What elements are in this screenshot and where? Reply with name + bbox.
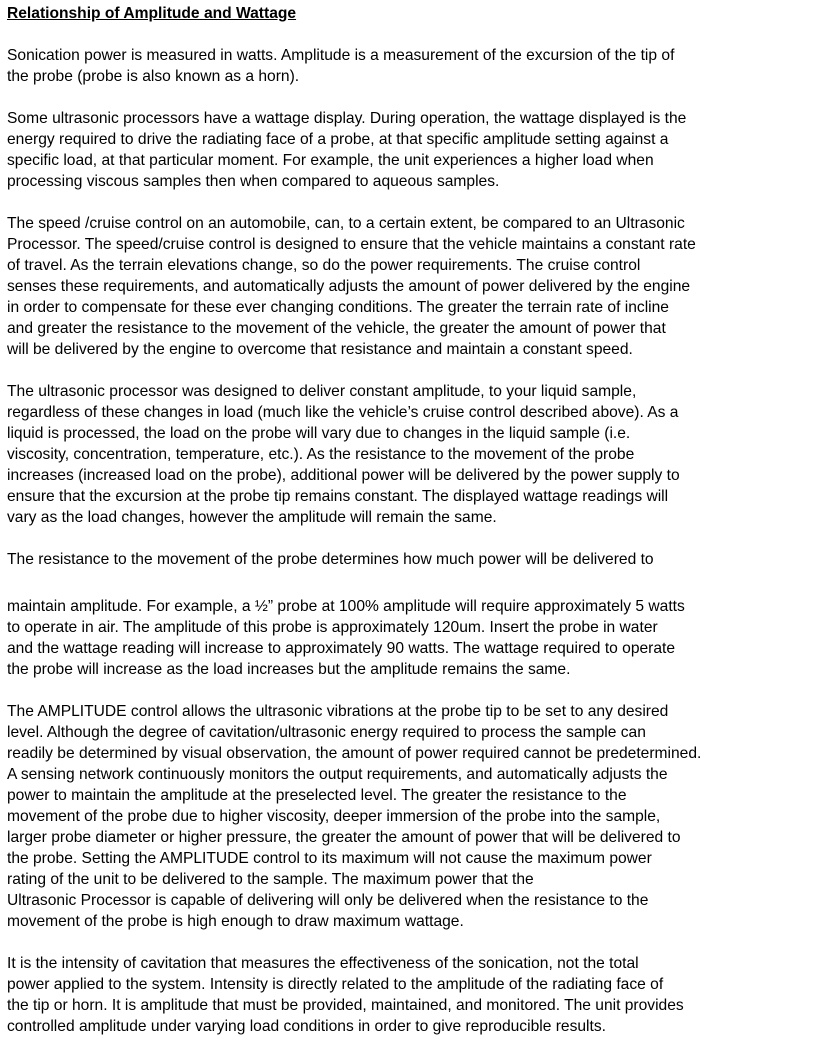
text-line: The AMPLITUDE control allows the ultrasonic vibrations at the probe tip to be set to any desired: [7, 703, 669, 720]
text-line: Processor. The speed/cruise control is designed to ensure that the vehicle maintains a constant rate: [7, 236, 696, 253]
text-line: level. Although the degree of cavitation/ultrasonic energy required to process the sample can: [7, 724, 646, 741]
text-line: and the wattage reading will increase to approximately 90 watts. The wattage required to operate: [7, 640, 676, 657]
paragraph-spacer: [7, 360, 831, 381]
text-line: the probe will increase as the load increases but the amplitude remains the same.: [7, 661, 571, 678]
text-line: controlled amplitude under varying load conditions in order to give reproducible results.: [7, 1018, 606, 1035]
text-line: Some ultrasonic processors have a wattage display. During operation, the wattage displayed is the: [7, 110, 687, 127]
text-line: in order to compensate for these ever changing conditions. The greater the terrain rate of incline: [7, 299, 669, 316]
paragraph-cavitation-intensity: [7, 953, 831, 1037]
text-line: specific load, at that particular moment. For example, the unit experiences a higher load when: [7, 152, 654, 169]
text-line: liquid is processed, the load on the probe will vary due to changes in the liquid sample (i.e.: [7, 425, 631, 442]
text-line: will be delivered by the engine to overcome that resistance and maintain a constant speed.: [7, 341, 633, 358]
text-line: senses these requirements, and automatically adjusts the amount of power delivered by the engine: [7, 278, 691, 295]
paragraph-sonication-power: [7, 45, 831, 87]
text-line: movement of the probe is high enough to draw maximum wattage.: [7, 913, 464, 930]
paragraph-amplitude-control: [7, 701, 831, 932]
text-line: processing viscous samples then when compared to aqueous samples.: [7, 173, 500, 190]
text-line: Sonication power is measured in watts. Amplitude is a measurement of the excursion of the tip of: [7, 47, 675, 64]
text-line: the tip or horn. It is amplitude that must be provided, maintained, and monitored. The unit provides: [7, 997, 684, 1014]
text-line: energy required to drive the radiating face of a probe, at that specific amplitude setting against a: [7, 131, 669, 148]
paragraph-spacer: [7, 192, 831, 213]
text-line: rating of the unit to be delivered to the sample. The maximum power that the: [7, 871, 534, 888]
text-line: The resistance to the movement of the probe determines how much power will be delivered to: [7, 551, 654, 568]
text-line: maintain amplitude. For example, a ½” probe at 100% amplitude will require approximately 5 watts: [7, 598, 685, 615]
text-line: movement of the probe due to higher viscosity, deeper immersion of the probe into the sample,: [7, 808, 661, 825]
paragraph-spacer: [7, 680, 831, 701]
text-line: increases (increased load on the probe), additional power will be delivered by the power supply to: [7, 467, 680, 484]
text-line: regardless of these changes in load (much like the vehicle’s cruise control described above). As a: [7, 404, 679, 421]
text-line: power to maintain the amplitude at the preselected level. The greater the resistance to the: [7, 787, 627, 804]
text-line: to operate in air. The amplitude of this probe is approximately 120um. Insert the probe in water: [7, 619, 658, 636]
paragraph-spacer: [7, 528, 831, 549]
paragraph-probe-example: [7, 596, 831, 680]
text-line: It is the intensity of cavitation that measures the effectiveness of the sonication, not the total: [7, 955, 639, 972]
text-line: of travel. As the terrain elevations change, so do the power requirements. The cruise control: [7, 257, 641, 274]
text-line: and greater the resistance to the movement of the vehicle, the greater the amount of power that: [7, 320, 666, 337]
paragraph-spacer: [7, 932, 831, 953]
text-line: The ultrasonic processor was designed to deliver constant amplitude, to your liquid sample,: [7, 383, 637, 400]
text-line: readily be determined by visual observation, the amount of power required cannot be predetermined.: [7, 745, 702, 762]
text-line: vary as the load changes, however the amplitude will remain the same.: [7, 509, 497, 526]
text-line: the probe. Setting the AMPLITUDE control to its maximum will not cause the maximum power: [7, 850, 652, 867]
text-line: power applied to the system. Intensity is directly related to the amplitude of the radiating face of: [7, 976, 664, 993]
page-break-spacer: [7, 570, 831, 596]
text-line: the probe (probe is also known as a horn).: [7, 68, 300, 85]
paragraph-resistance-intro: [7, 549, 831, 570]
document-title: Relationship of Amplitude and Wattage: [7, 5, 297, 22]
text-line: Ultrasonic Processor is capable of delivering will only be delivered when the resistance to the: [7, 892, 649, 909]
text-line: ensure that the excursion at the probe tip remains constant. The displayed wattage readings will: [7, 488, 669, 505]
paragraph-wattage-display: [7, 108, 831, 192]
text-line: The speed /cruise control on an automobile, can, to a certain extent, be compared to an Ultrasonic: [7, 215, 685, 232]
text-line: A sensing network continuously monitors the output requirements, and automatically adjusts the: [7, 766, 668, 783]
paragraph-spacer: [7, 24, 831, 45]
paragraph-spacer: [7, 87, 831, 108]
text-line: larger probe diameter or higher pressure, the greater the amount of power that will be delivered to: [7, 829, 681, 846]
paragraph-cruise-control: [7, 213, 831, 360]
document-page: [7, 0, 831, 1037]
text-line: viscosity, concentration, temperature, etc.). As the resistance to the movement of the probe: [7, 446, 635, 463]
paragraph-constant-amplitude: [7, 381, 831, 528]
